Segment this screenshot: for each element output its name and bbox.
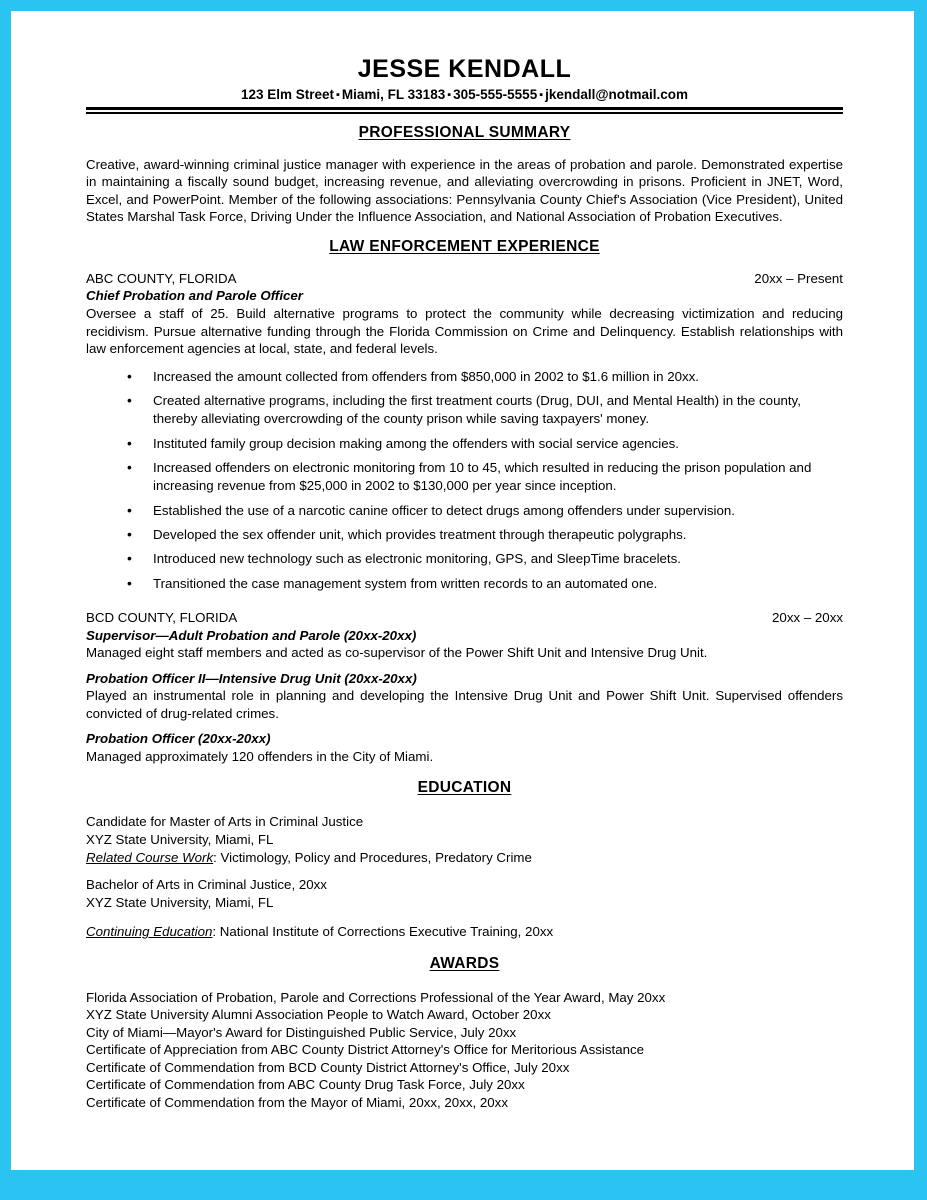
bullet-icon: • bbox=[127, 550, 132, 567]
job-entry-abc-county bbox=[86, 270, 843, 593]
job-company: ABC COUNTY, FLORIDA bbox=[86, 270, 237, 286]
education-school: XYZ State University, Miami, FL bbox=[86, 894, 274, 910]
resume-paper bbox=[11, 11, 914, 1170]
list-item-text: Transitioned the case management system from written records to an automated one. bbox=[153, 575, 658, 591]
job-header-row bbox=[86, 609, 843, 627]
job-description: Oversee a staff of 25. Build alternative programs to protect the community while decreasing victimization and reducing recidivism. Pursue alternative funding through the Florida Commission on Crime and Delinquency. Establish relationships with law enforcement agencies at local, state, and federal levels. bbox=[86, 305, 843, 357]
contact-separator-2: ▪ bbox=[447, 88, 452, 101]
education-school: XYZ State University, Miami, FL bbox=[86, 831, 274, 847]
education-coursework bbox=[86, 849, 843, 867]
bullet-icon: • bbox=[127, 458, 132, 475]
list-item bbox=[86, 502, 843, 520]
list-item-text: Developed the sex offender unit, which provides treatment through therapeutic polygraphs. bbox=[153, 527, 687, 543]
job-company: BCD COUNTY, FLORIDA bbox=[86, 610, 238, 626]
job-role-title: Probation Officer II—Intensive Drug Unit (20xx-20xx) bbox=[86, 670, 417, 686]
job-role bbox=[86, 670, 843, 723]
section-heading-education: EDUCATION bbox=[417, 779, 512, 797]
resume-content bbox=[86, 56, 843, 1112]
continuing-education-value: : National Institute of Corrections Executive Training, 20xx bbox=[212, 924, 554, 940]
section-heading-experience: LAW ENFORCEMENT EXPERIENCE bbox=[329, 237, 600, 255]
job-role-description: Played an instrumental role in planning and developing the Intensive Drug Unit and Power Shift Unit. Supervised offenders convicted of drug-related crimes. bbox=[86, 688, 843, 721]
contact-city-state-zip: Miami, FL 33183 bbox=[341, 86, 446, 102]
job-title: Chief Probation and Parole Officer bbox=[86, 288, 303, 304]
resume-header bbox=[86, 56, 843, 114]
education-entry bbox=[86, 876, 843, 911]
section-heading-summary: PROFESSIONAL SUMMARY bbox=[358, 123, 571, 141]
job-dates: 20xx – Present bbox=[754, 270, 843, 286]
contact-line bbox=[86, 87, 843, 103]
bullet-icon: • bbox=[127, 501, 132, 518]
list-item bbox=[86, 550, 843, 568]
list-item-text: Increased offenders on electronic monitoring from 10 to 45, which resulted in reducing the prison population and increasing revenue from $25,000 in 2002 to $130,000 per year since inception. bbox=[153, 459, 812, 494]
list-item: Florida Association of Probation, Parole and Corrections Professional of the Year Award, May 20xx bbox=[86, 989, 666, 1005]
header-divider bbox=[86, 107, 843, 114]
summary-body: Creative, award-winning criminal justice manager with experience in the areas of probation and parole. Demonstrated expertise in maintaining a fiscally sound budget, increasing revenue, and alleviating overcrowding in prisons. Proficient in JNET, Word, Excel, and PowerPoint. Member of the following associations: Pennsylvania County Chief's Association (Vice President), United States Marshal Task Force, Driving Under the Influence Association, and National Association of Probation Executives. bbox=[86, 156, 843, 225]
list-item: City of Miami—Mayor's Award for Distinguished Public Service, July 20xx bbox=[86, 1024, 517, 1040]
contact-phone: 305-555-5555 bbox=[453, 86, 538, 102]
list-item-text: Instituted family group decision making among the offenders with social service agencies. bbox=[153, 435, 679, 451]
list-item-text: Introduced new technology such as electronic monitoring, GPS, and SleepTime bracelets. bbox=[153, 551, 681, 567]
list-item bbox=[86, 459, 843, 496]
list-item: Certificate of Commendation from ABC County Drug Task Force, July 20xx bbox=[86, 1077, 525, 1093]
bullet-icon: • bbox=[127, 434, 132, 451]
education-degree: Candidate for Master of Arts in Criminal Justice bbox=[86, 814, 364, 830]
job-role-description: Managed approximately 120 offenders in the City of Miami. bbox=[86, 748, 434, 764]
bullet-icon: • bbox=[127, 574, 132, 591]
list-item: Certificate of Commendation from BCD County District Attorney's Office, July 20xx bbox=[86, 1059, 570, 1075]
list-item: XYZ State University Alumni Association People to Watch Award, October 20xx bbox=[86, 1007, 551, 1023]
bullet-icon: • bbox=[127, 391, 132, 408]
list-item bbox=[86, 575, 843, 593]
list-item bbox=[86, 435, 843, 453]
list-item: Certificate of Appreciation from ABC County District Attorney's Office for Meritorious Assistance bbox=[86, 1042, 645, 1058]
continuing-education bbox=[86, 923, 843, 941]
job-role-description: Managed eight staff members and acted as co-supervisor of the Power Shift Unit and Intensive Drug Unit. bbox=[86, 645, 708, 661]
awards-list bbox=[86, 989, 843, 1112]
list-item-text: Increased the amount collected from offenders from $850,000 in 2002 to $1.6 million in 20xx. bbox=[153, 368, 699, 384]
education-entry bbox=[86, 813, 843, 866]
education-coursework-label: Related Course Work bbox=[86, 849, 214, 865]
job-role-title: Supervisor—Adult Probation and Parole (20xx-20xx) bbox=[86, 627, 417, 643]
contact-separator-3: ▪ bbox=[539, 88, 544, 101]
contact-address: 123 Elm Street bbox=[240, 86, 334, 102]
contact-separator-1: ▪ bbox=[336, 88, 340, 101]
education-degree: Bachelor of Arts in Criminal Justice, 20xx bbox=[86, 877, 327, 893]
list-item bbox=[86, 526, 843, 544]
continuing-education-label: Continuing Education bbox=[86, 924, 213, 940]
job-role-title: Probation Officer (20xx-20xx) bbox=[86, 731, 271, 747]
job-header-row bbox=[86, 270, 843, 288]
section-heading-awards: AWARDS bbox=[429, 954, 500, 972]
job-role bbox=[86, 730, 843, 765]
bullet-icon: • bbox=[127, 367, 132, 384]
list-item-text: Established the use of a narcotic canine officer to detect drugs among offenders under supervision. bbox=[153, 502, 735, 518]
education-coursework-value: : Victimology, Policy and Procedures, Predatory Crime bbox=[213, 849, 532, 865]
job-role bbox=[86, 627, 843, 662]
list-item: Certificate of Commendation from the Mayor of Miami, 20xx, 20xx, 20xx bbox=[86, 1094, 508, 1110]
list-item bbox=[86, 392, 843, 429]
job-entry-bcd-county bbox=[86, 609, 843, 765]
job-achievements-list bbox=[86, 368, 843, 593]
contact-email: jkendall@notmail.com bbox=[545, 86, 689, 102]
list-item-text: Created alternative programs, including the first treatment courts (Drug, DUI, and Mental Health) in the county, thereby alleviating overcrowding of the county prison while saving taxpayers' money. bbox=[153, 392, 801, 427]
job-dates: 20xx – 20xx bbox=[772, 610, 843, 626]
page-title: JESSE KENDALL bbox=[357, 55, 572, 83]
list-item bbox=[86, 368, 843, 386]
bullet-icon: • bbox=[127, 526, 132, 543]
